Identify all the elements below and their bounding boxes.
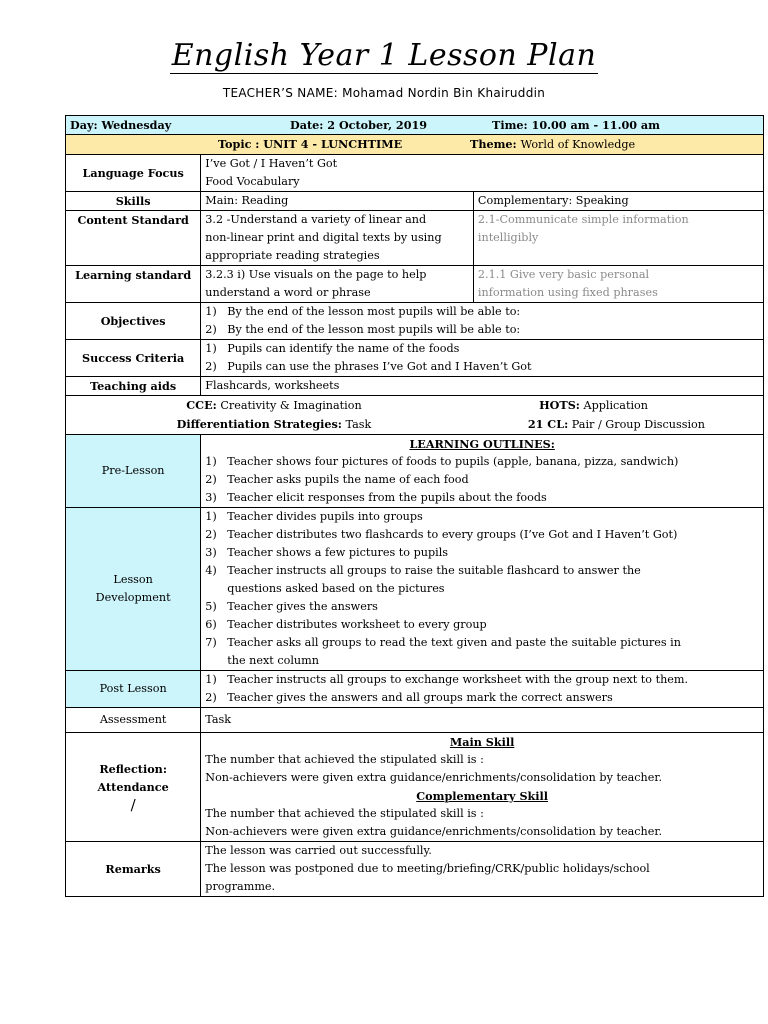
list-item: 5) Teacher gives the answers bbox=[205, 600, 378, 613]
pre-lesson-value bbox=[201, 435, 764, 508]
pre-lesson-row bbox=[66, 435, 764, 508]
cce-cell bbox=[66, 396, 764, 435]
teaching-aids-value: Flashcards, worksheets bbox=[201, 377, 764, 396]
date: Date: 2 October, 2019 bbox=[290, 118, 428, 132]
list-item: 3) Teacher elicit responses from the pupils about the foods bbox=[205, 491, 547, 504]
assessment-value: Task bbox=[201, 708, 764, 733]
reflection-label: Reflection: Attendance / bbox=[66, 733, 201, 842]
cl-label: 21 CL: bbox=[527, 417, 569, 431]
lesson-development-value bbox=[201, 508, 764, 671]
hots-value: Application bbox=[583, 399, 648, 412]
objectives-label: Objectives bbox=[66, 303, 201, 340]
header-row bbox=[66, 116, 764, 135]
topic-cell bbox=[66, 135, 764, 155]
list-item: 2) Pupils can use the phrases I’ve Got and I Haven’t Got bbox=[205, 360, 532, 373]
topic: Topic : UNIT 4 - LUNCHTIME bbox=[218, 137, 403, 151]
day: Day: Wednesday bbox=[70, 118, 172, 132]
list-item: 2) Teacher distributes two flashcards to every groups (I’ve Got and I Haven’t Got) bbox=[205, 528, 678, 541]
cce-label: CCE: bbox=[186, 398, 217, 412]
list-item: 7) Teacher asks all groups to read the text given and paste the suitable pictures in the next column bbox=[205, 636, 681, 667]
theme-label: Theme: bbox=[470, 137, 517, 151]
list-item: 1) By the end of the lesson most pupils will be able to: bbox=[205, 305, 521, 318]
reflection-row bbox=[66, 733, 764, 842]
language-focus-value: I’ve Got / I Haven’t Got Food Vocabulary bbox=[201, 155, 764, 192]
content-standard-main: 3.2 -Understand a variety of linear and non-linear print and digital texts by using appropriate reading strategies bbox=[201, 211, 474, 266]
list-item: 3) Teacher shows a few pictures to pupils bbox=[205, 546, 449, 559]
remarks-value: The lesson was carried out successfully. The lesson was postponed due to meeting/briefing/CRK/public holidays/school programme. bbox=[201, 842, 764, 897]
content-standard-row bbox=[66, 211, 764, 266]
page-title: English Year 1 Lesson Plan bbox=[171, 38, 597, 73]
learning-outlines-heading: LEARNING OUTLINES: bbox=[409, 437, 555, 451]
list-item: 1) Pupils can identify the name of the foods bbox=[205, 342, 460, 355]
list-item: 2) By the end of the lesson most pupils will be able to: bbox=[205, 323, 521, 336]
list-item: 2) Teacher asks pupils the name of each food bbox=[205, 473, 469, 486]
main-skill-heading: Main Skill bbox=[449, 735, 515, 749]
remarks-row bbox=[66, 842, 764, 897]
skills-row bbox=[66, 192, 764, 211]
learning-standard-label: Learning standard bbox=[66, 266, 201, 303]
list-item: 1) Teacher instructs all groups to exchange worksheet with the group next to them. bbox=[205, 673, 689, 686]
post-lesson-value bbox=[201, 671, 764, 708]
list-item: 1) Teacher divides pupils into groups bbox=[205, 510, 423, 523]
content-standard-label: Content Standard bbox=[66, 211, 201, 266]
assessment-label: Assessment bbox=[66, 708, 201, 733]
header-cell bbox=[66, 116, 764, 135]
time: Time: 10.00 am - 11.00 am bbox=[492, 118, 661, 132]
cce-row bbox=[66, 396, 764, 435]
topic-row bbox=[66, 135, 764, 155]
theme-value: World of Knowledge bbox=[520, 138, 636, 151]
teaching-aids-row bbox=[66, 377, 764, 396]
list-item: 6) Teacher distributes worksheet to every group bbox=[205, 618, 487, 631]
learning-standard-complementary: 2.1.1 Give very basic personal information using fixed phrases bbox=[473, 266, 763, 303]
skills-label: Skills bbox=[66, 192, 201, 211]
skills-main: Main: Reading bbox=[201, 192, 474, 211]
list-item: 4) Teacher instructs all groups to raise the suitable flashcard to answer the questions asked based on the pictures bbox=[205, 564, 641, 595]
post-lesson-row bbox=[66, 671, 764, 708]
objectives-row bbox=[66, 303, 764, 340]
success-criteria-row bbox=[66, 340, 764, 377]
success-criteria-label: Success Criteria bbox=[66, 340, 201, 377]
list-item: 1) Teacher shows four pictures of foods to pupils (apple, banana, pizza, sandwich) bbox=[205, 455, 679, 468]
assessment-row bbox=[66, 708, 764, 733]
list-item: 2) Teacher gives the answers and all groups mark the correct answers bbox=[205, 691, 613, 704]
cl-value: Pair / Group Discussion bbox=[571, 418, 705, 431]
teacher-name: TEACHER’S NAME: Mohamad Nordin Bin Khairuddin bbox=[222, 86, 546, 100]
teaching-aids-label: Teaching aids bbox=[66, 377, 201, 396]
differentiation-label: Differentiation Strategies: bbox=[176, 417, 342, 431]
remarks-label: Remarks bbox=[66, 842, 201, 897]
content-standard-complementary: 2.1-Communicate simple information intelligibly bbox=[473, 211, 763, 266]
complementary-skill-heading: Complementary Skill bbox=[416, 789, 549, 803]
language-focus-label: Language Focus bbox=[66, 155, 201, 192]
objectives-value bbox=[201, 303, 764, 340]
skills-complementary: Complementary: Speaking bbox=[473, 192, 763, 211]
cce-value: Creativity & Imagination bbox=[220, 399, 362, 412]
post-lesson-label: Post Lesson bbox=[66, 671, 201, 708]
success-criteria-value bbox=[201, 340, 764, 377]
lesson-development-row bbox=[66, 508, 764, 671]
differentiation-value: Task bbox=[345, 418, 372, 431]
lesson-plan-table bbox=[65, 115, 764, 897]
language-focus-row bbox=[66, 155, 764, 192]
pre-lesson-label: Pre-Lesson bbox=[66, 435, 201, 508]
learning-standard-main: 3.2.3 i) Use visuals on the page to help understand a word or phrase bbox=[201, 266, 474, 303]
learning-standard-row bbox=[66, 266, 764, 303]
reflection-value: Main Skill The number that achieved the stipulated skill is : Non-achievers were given extra guidance/enrichments/consolidation by teacher. Complementary Skill The number that achieved the stipulated skill is : Non-achievers were given extra guidance/enrichments/consolidation by teacher. bbox=[201, 733, 764, 842]
lesson-development-label: Lesson Development bbox=[66, 508, 201, 671]
hots-label: HOTS: bbox=[539, 398, 580, 412]
